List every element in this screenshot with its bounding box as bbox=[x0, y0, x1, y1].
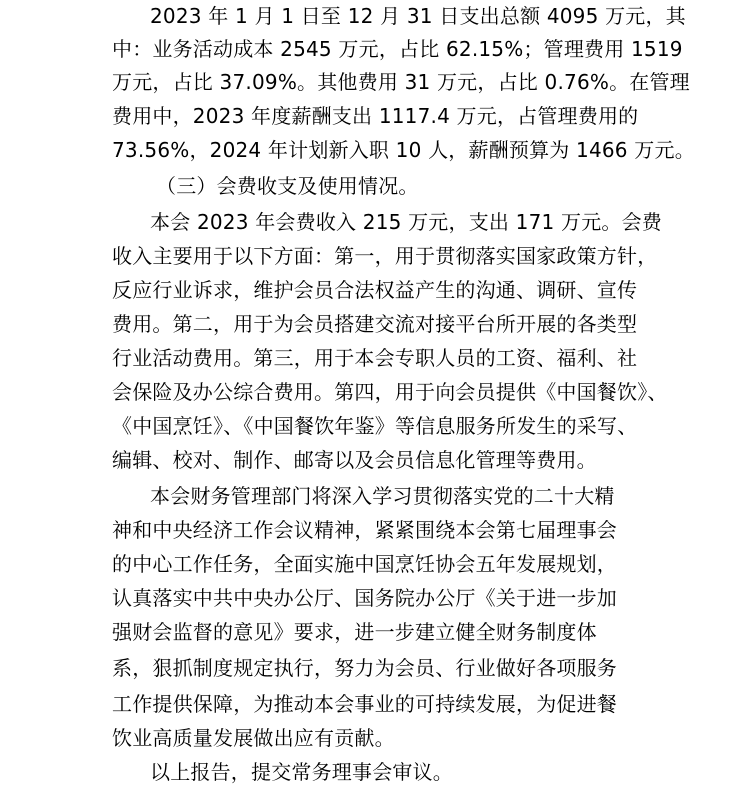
paragraph-line: 73.56%，2024 年计划新入职 10 人，薪酬预算为 1466 万元。 bbox=[112, 138, 695, 162]
paragraph-line: 2023 年 1 月 1 日至 12 月 31 日支出总额 4095 万元，其 bbox=[150, 4, 686, 28]
paragraph-line: 强财会监督的意见》要求，进一步建立健全财务制度体 bbox=[112, 620, 597, 644]
paragraph-line: 行业活动费用。第三，用于本会专职人员的工资、福利、社 bbox=[112, 346, 638, 370]
paragraph-line: 系，狠抓制度规定执行，努力为会员、行业做好各项服务 bbox=[112, 656, 617, 680]
paragraph-line: 中：业务活动成本 2545 万元，占比 62.15%；管理费用 1519 bbox=[112, 37, 683, 61]
paragraph-line: 的中心工作任务，全面实施中国烹饪协会五年发展规划， bbox=[112, 552, 617, 576]
paragraph-line: 万元，占比 37.09%。其他费用 31 万元，占比 0.76%。在管理 bbox=[112, 70, 690, 94]
paragraph-line: 编辑、校对、制作、邮寄以及会员信息化管理等费用。 bbox=[112, 448, 597, 472]
paragraph-line: 本会 2023 年会费收入 215 万元，支出 171 万元。会费 bbox=[150, 210, 662, 234]
paragraph-line: 饮业高质量发展做出应有贡献。 bbox=[112, 726, 395, 750]
paragraph-line: 本会财务管理部门将深入学习贯彻落实党的二十大精 bbox=[150, 484, 615, 508]
paragraph-line: 工作提供保障，为推动本会事业的可持续发展，为促进餐 bbox=[112, 692, 617, 716]
paragraph-line: 《中国烹饪》、《中国餐饮年鉴》等信息服务所发生的采写、 bbox=[112, 414, 638, 438]
paragraph-line: 会保险及办公综合费用。第四，用于向会员提供《中国餐饮》、 bbox=[112, 380, 668, 404]
paragraph-line: 费用中，2023 年度薪酬支出 1117.4 万元，占管理费用的 bbox=[112, 104, 639, 128]
paragraph-line: 反应行业诉求，维护会员合法权益产生的沟通、调研、宣传 bbox=[112, 278, 638, 302]
section-heading: （三）会费收支及使用情况。 bbox=[156, 174, 419, 198]
paragraph-line: 认真落实中共中央办公厅、国务院办公厅《关于进一步加 bbox=[112, 586, 617, 610]
paragraph-line: 收入主要用于以下方面：第一，用于贯彻落实国家政策方针， bbox=[112, 244, 658, 268]
closing-line: 以上报告，提交常务理事会审议。 bbox=[150, 760, 453, 784]
paragraph-line: 神和中央经济工作会议精神，紧紧围绕本会第七届理事会 bbox=[112, 518, 617, 542]
paragraph-line: 费用。第二，用于为会员搭建交流对接平台所开展的各类型 bbox=[112, 312, 638, 336]
